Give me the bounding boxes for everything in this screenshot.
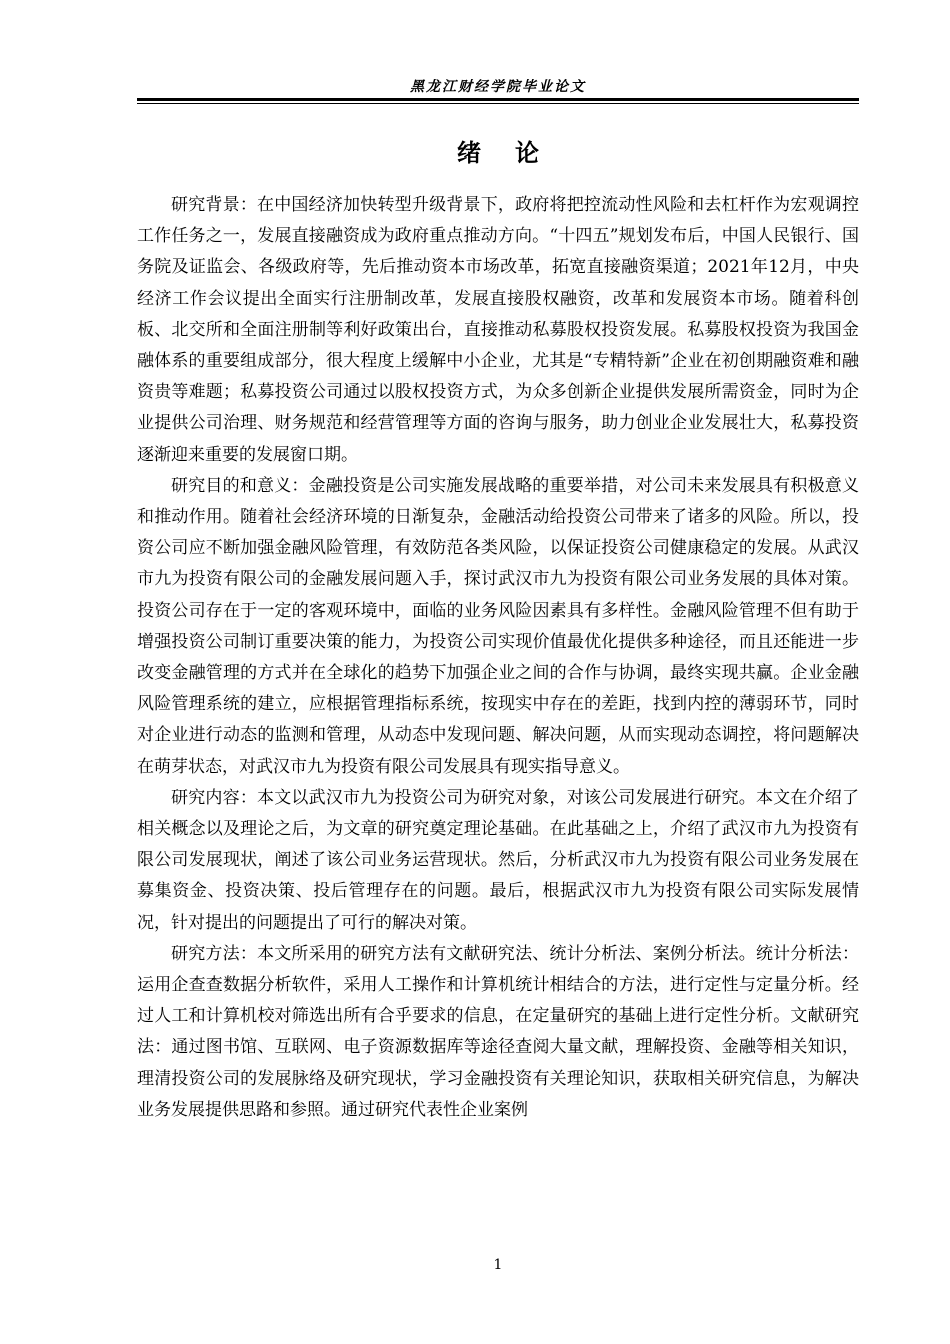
header-rule-thin [137, 103, 859, 104]
paragraph-research-method: 研究方法：本文所采用的研究方法有文献研究法、统计分析法、案例分析法。统计分析法：运用企查查数据分析软件，采用人工操作和计算机统计相结合的方法，进行定性与定量分析。经过人工和计算机校对筛选出所有合乎要求的信息，在定量研究的基础上进行定性分析。文献研究法：通过图书馆、互联网、电子资源数据库等途径查阅大量文献，理解投资、金融等相关知识，理清投资公司的发展脉络及研究现状，学习金融投资有关理论知识，获取相关研究信息，为解决业务发展提供思路和参照。通过研究代表性企业案例 [137, 943, 859, 1120]
running-header: 黑龙江财经学院毕业论文 [410, 79, 586, 95]
paragraph-research-background: 研究背景：在中国经济加快转型升级背景下，政府将把控流动性风险和去杠杆作为宏观调控工作任务之一，发展直接融资成为政府重点推动方向。“十四五”规划发布后，中国人民银行、国务院及证监会、各级政府等，先后推动资本市场改革，拓宽直接融资渠道；2021年12月，中央经济工作会议提出全面实行注册制改革，发展直接股权融资，改革和发展资本市场。随着科创板、北交所和全面注册制等利好政策出台，直接推动私募股权投资发展。私募股权投资为我国金融体系的重要组成部分，很大程度上缓解中小企业，尤其是“专精特新”企业在初创期融资难和融资贵等难题；私募投资公司通过以股权投资方式，为众多创新企业提供发展所需资金，同时为企业提供公司治理、财务规范和经营管理等方面的咨询与服务，助力创业企业发展壮大，私募投资逐渐迎来重要的发展窗口期。 [137, 195, 859, 465]
chapter-title: 绪论 [457, 138, 573, 167]
body-text [137, 190, 859, 1126]
paragraph-research-purpose: 研究目的和意义：金融投资是公司实施发展战略的重要举措，对公司未来发展具有积极意义和推动作用。随着社会经济环境的日渐复杂，金融活动给投资公司带来了诸多的风险。所以，投资公司应不断加强金融风险管理，有效防范各类风险，以保证投资公司健康稳定的发展。从武汉市九为投资有限公司的金融发展问题入手，探讨武汉市九为投资有限公司业务发展的具体对策。投资公司存在于一定的客观环境中，面临的业务风险因素具有多样性。金融风险管理不但有助于增强投资公司制订重要决策的能力，为投资公司实现价值最优化提供多种途径，而且还能进一步改变金融管理的方式并在全球化的趋势下加强企业之间的合作与协调，最终实现共赢。企业金融风险管理系统的建立，应根据管理指标系统，按现实中存在的差距，找到内控的薄弱环节，同时对企业进行动态的监测和管理，从动态中发现问题、解决问题，从而实现动态调控，将问题解决在萌芽状态，对武汉市九为投资有限公司发展具有现实指导意义。 [137, 475, 859, 777]
paragraph-research-content: 研究内容：本文以武汉市九为投资公司为研究对象，对该公司发展进行研究。本文在介绍了相关概念以及理论之后，为文章的研究奠定理论基础。在此基础之上，介绍了武汉市九为投资有限公司发展现状，阐述了该公司业务运营现状。然后，分析武汉市九为投资有限公司业务发展在募集资金、投资决策、投后管理存在的问题。最后，根据武汉市九为投资有限公司实际发展情况，针对提出的问题提出了可行的解决对策。 [137, 787, 859, 933]
header-rule-thick [137, 98, 859, 101]
page-number: 1 [493, 1257, 503, 1273]
